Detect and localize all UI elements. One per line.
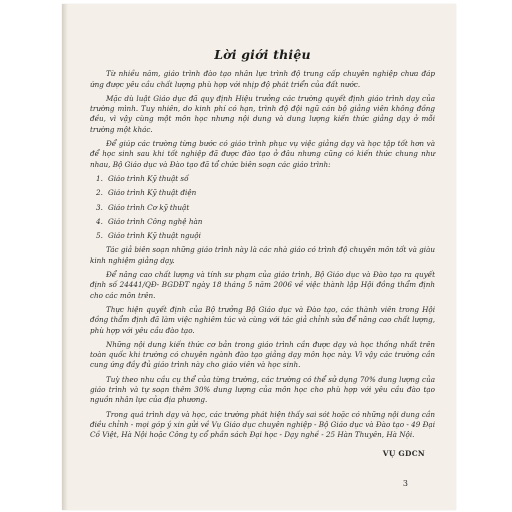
list-item — [90, 188, 435, 198]
paragraph: Mặc dù luật Giáo dục đã quy định Hiệu trưởng các trường quyết định giáo trình dạy của trường mình. Tuy nhiên, do kinh phí có hạn, trình độ đội ngũ cán bộ giảng viên không đồng đều, vì vậy cùng một môn học nhưng nội dung và dung lượng kiến thức giảng dạy ở mỗi trường một khác. — [90, 93, 435, 134]
list-item-number: 2. — [96, 188, 103, 198]
paragraph: Trong quá trình dạy và học, các trường phát hiện thấy sai sót hoặc có những nội dung cần điều chỉnh - mọi góp ý xin gửi về Vụ Giáo dục chuyên nghiệp - Bộ Giáo dục và Đào tạo - 49 Đại Cồ Việt, Hà Nội hoặc Công ty cổ phần sách Đại học - Dạy nghề - 25 Hàn Thuyên, Hà Nội. — [90, 409, 435, 440]
list-item-text: Giáo trình Kỹ thuật điện — [108, 188, 197, 198]
list-item-text: Giáo trình Kỹ thuật số — [108, 173, 189, 183]
page-binding-shadow — [62, 4, 68, 510]
list-item-number: 5. — [96, 231, 103, 241]
list-item — [90, 174, 435, 184]
page-content — [90, 47, 435, 459]
book-page — [62, 4, 456, 510]
list-item-text: Giáo trình Kỹ thuật nguội — [108, 231, 201, 241]
paragraph: Để giúp các trường từng bước có giáo trình phục vụ việc giảng dạy và học tập tốt hơn và để học sinh sau khi tốt nghiệp đã được đào tạo ở đâu nhưng cũng có kiến thức chung như nhau, Bộ Giáo dục và Đào tạo đã tổ chức biên soạn các giáo trình: — [90, 139, 435, 169]
list-item-text: Giáo trình Cơ kỹ thuật — [108, 202, 190, 212]
textbook-list — [90, 174, 435, 241]
paragraph: Tác giả biên soạn những giáo trình này là các nhà giáo có trình độ chuyên môn tốt và giàu kinh nghiệm giảng dạy. — [90, 245, 435, 265]
paragraph: Những nội dung kiến thức cơ bản trong giáo trình cần được dạy và học thống nhất trên toàn quốc khi trường có chuyên ngành đào tạo giảng dạy môn học này. Vì vậy các trường cần cung ứng đầy đủ giáo trình này cho giáo viên và học sinh. — [90, 339, 435, 370]
signature: VỤ GDCN — [382, 448, 425, 458]
list-item — [90, 217, 435, 227]
list-item-number: 1. — [96, 173, 103, 183]
page-number: 3 — [402, 479, 408, 488]
list-item-text: Giáo trình Công nghệ hàn — [108, 216, 203, 226]
paragraph: Để nâng cao chất lượng và tính sư phạm của giáo trình, Bộ Giáo dục và Đào tạo ra quyết định số 24441/QĐ- BGDĐT ngày 18 tháng 5 năm 2006 về việc thành lập Hội đồng thẩm định cho các môn trên. — [90, 270, 435, 300]
paragraph: Từ nhiều năm, giáo trình đào tạo nhân lực trình độ trung cấp chuyên nghiệp chưa đáp ứng được yêu cầu chất lượng phù hợp với nhịp độ phát triển của đất nước. — [90, 69, 435, 89]
list-item-number: 4. — [96, 216, 103, 226]
paragraph: Tuỳ theo nhu cầu cụ thể của từng trường, các trường có thể sử dụng 70% dung lượng của giáo trình và tự soạn thêm 30% dung lượng của môn học cho phù hợp với yêu cầu đào tạo nguồn nhân lực của địa phương. — [90, 374, 435, 405]
list-item — [90, 203, 435, 213]
list-item-number: 3. — [96, 202, 103, 212]
paragraph: Thực hiện quyết định của Bộ trưởng Bộ Giáo dục và Đào tạo, các thành viên trong Hội đồng thẩm định đã làm việc nghiêm túc và cùng với tác giả chỉnh sửa để nâng cao chất lượng, phù hợp với yêu cầu đào tạo. — [90, 304, 435, 335]
page-title: Lời giới thiệu — [214, 47, 311, 62]
list-item — [90, 231, 435, 241]
